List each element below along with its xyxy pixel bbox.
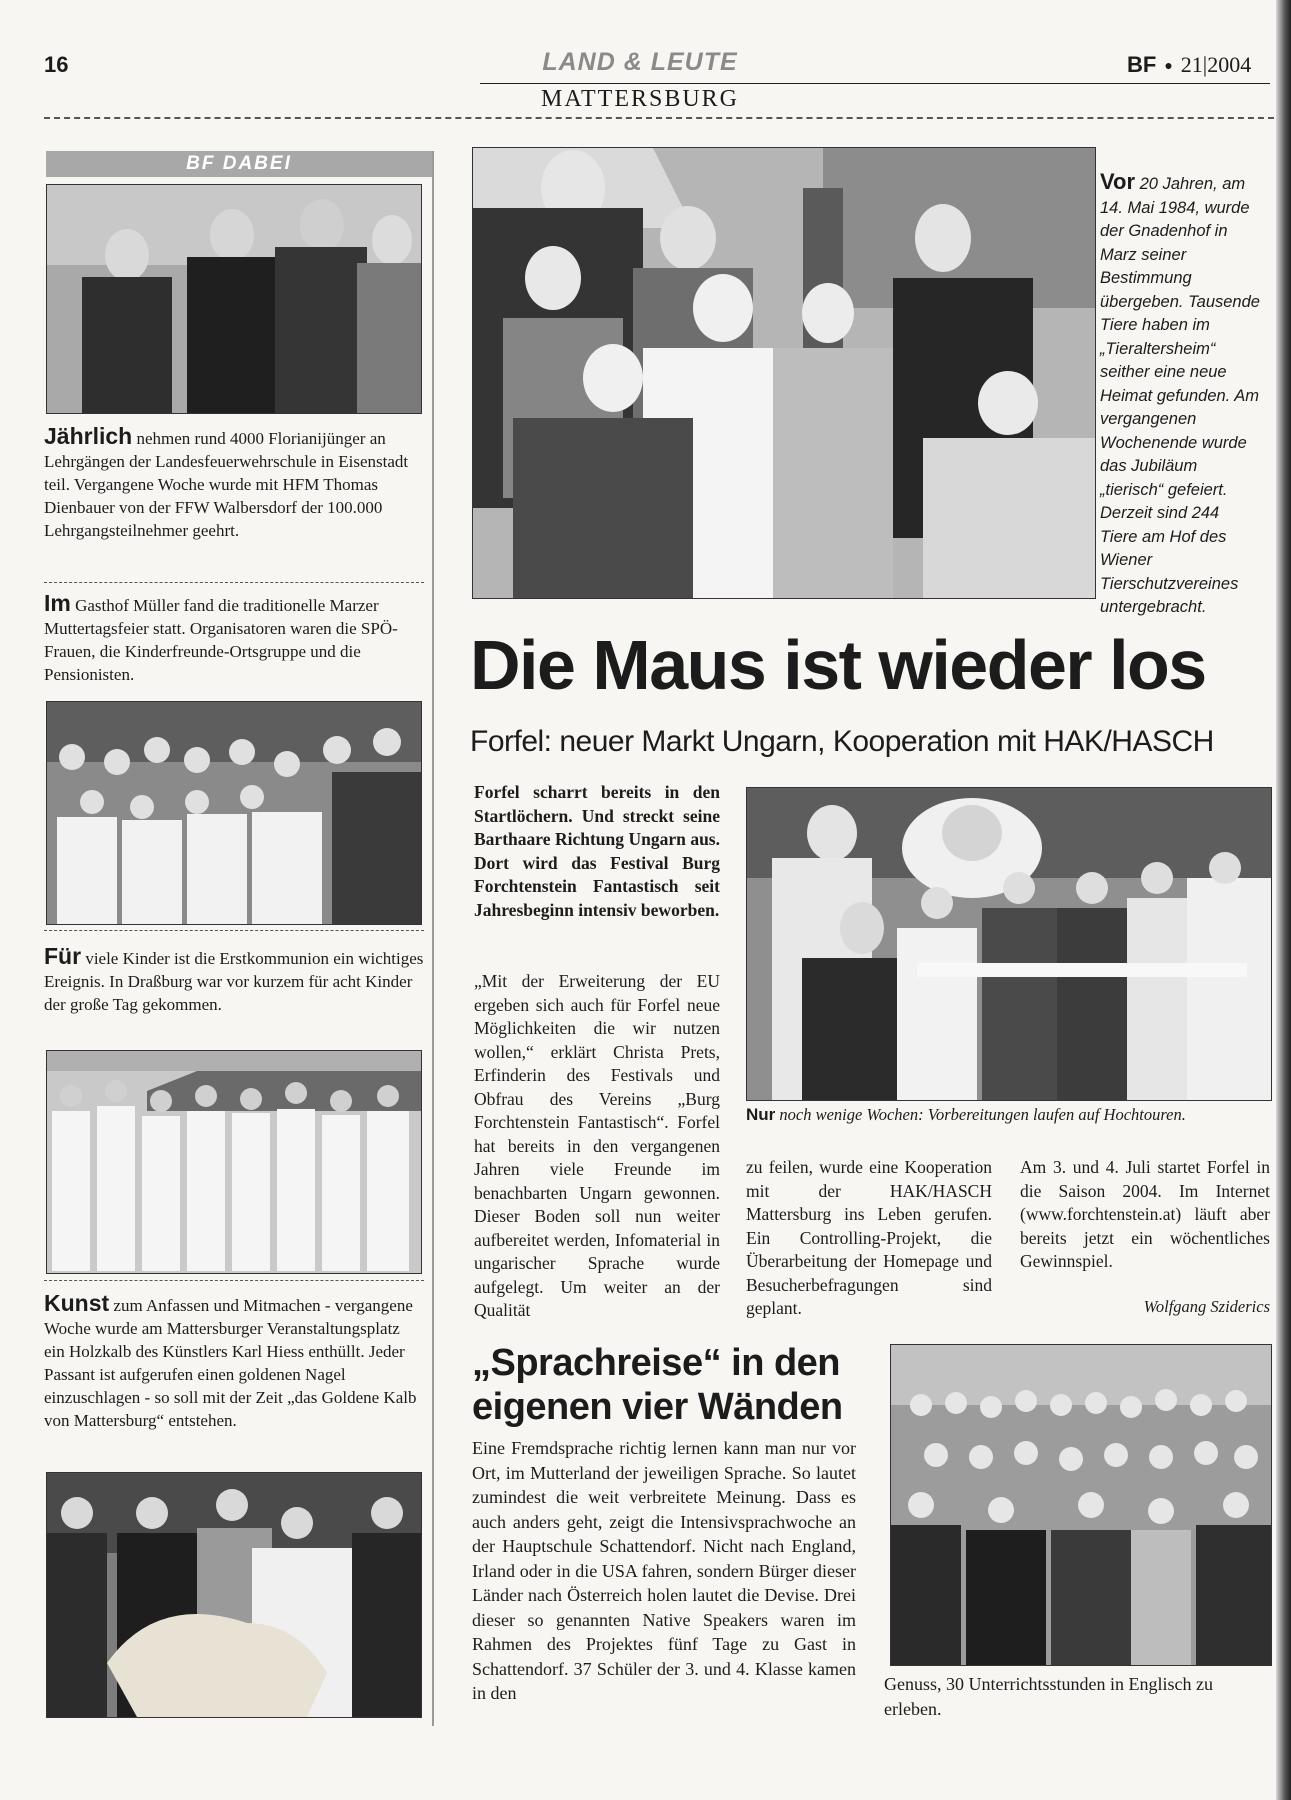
school-group-photo (890, 1344, 1272, 1666)
sidebar-item-2 (44, 592, 424, 686)
bullet-separator: ● (1164, 57, 1173, 73)
sidebar-item-4 (44, 1292, 424, 1432)
main-headline: Die Maus ist wieder los (470, 626, 1206, 704)
sidebar-item-3-text: viele Kinder ist die Erstkommunion ein wichtiges Ereignis. In Draßburg war vor kurzem für acht Kinder der große Tag gekommen. (44, 949, 424, 1014)
sidebar-item-1-text: nehmen rund 4000 Florianijünger an Lehrgängen der Landesfeuerwehrschule in Eisenstadt teil. Vergangene Woche wurde mit HFM Thomas Dienbauer von der FFW Walbersdorf der 100.000 Lehrgangsteilnehmer geehrt. (44, 429, 409, 540)
section-title: LAND & LEUTE (542, 48, 738, 76)
animal-shelter-photo (472, 147, 1096, 599)
second-body: Eine Fremdsprache richtig lernen kann man nur vor Ort, im Mutterland der jeweiligen Sprache. So lautet zumindest die weit verbreitete Meinung. Dass es auch anders geht, zeigt die Intensivsprachwoche an der Hauptschule Schattendorf. Nicht nach England, Irland oder in die USA fahren, sondern Bürger dieser Länder nach Österreich holen lautet die Devise. Drei dieser so genannten Native Speakers waren im Rahmen des Projektes fünf Tage zu Gast in Schattendorf. 37 Schüler der 3. und 4. Klasse kamen in den (472, 1438, 856, 1703)
page-fold-shadow (1276, 0, 1291, 1800)
brand-logo (1127, 52, 1251, 78)
header-rule (480, 83, 1270, 84)
forfel-caption-lead: Nur (746, 1105, 776, 1124)
main-column-3: Am 3. und 4. Juli startet Forfel in die Saison 2004. Im Internet (www.forchtenstein.at) läuft aber bereits jetzt ein wöchentliches Gewinnspiel. (1020, 1157, 1270, 1271)
second-headline: „Sprachreise“ in den eigenen vier Wänden (472, 1342, 843, 1428)
header-dash-divider (44, 117, 1274, 119)
sidebar-item-2-lead: Im (44, 590, 71, 616)
top-caption-text: 20 Jahren, am 14. Mai 1984, wurde der Gnadenhof in Marz seiner Bestimmung übergeben. Tausende Tiere haben im „Tieraltersheim“ seither eine neue Heimat gefunden. Am vergangenen Wochenende wurde das Jubiläum „tierisch“ gefeiert. Derzeit sind 244 Tiere am Hof des Wiener Tierschutzvereines untergebracht. (1100, 175, 1260, 616)
sidebar-dash-3 (44, 1280, 424, 1281)
wooden-calf-photo (46, 1472, 422, 1718)
sidebar-item-4-lead: Kunst (44, 1290, 110, 1316)
forfel-photo-caption (746, 1105, 1276, 1125)
sidebar-dash-2 (44, 930, 424, 931)
firefighters-photo (46, 184, 422, 414)
sidebar-item-4-text: zum Anfassen und Mitmachen - vergangene Woche wurde am Mattersburger Veranstaltungsplatz ein Holzkalb des Künstlers Karl Hiess enthüllt. Jeder Passant ist aufgerufen einen goldenen Nagel einzuschlagen - so soll mit der Zeit „das Goldene Kalb von Mattersburg“ entstehen. (44, 1296, 417, 1430)
sidebar-title: BF DABEI (186, 153, 292, 174)
sidebar-frame (432, 151, 434, 1726)
sidebar-item-3 (44, 945, 424, 1016)
top-photo-caption (1100, 170, 1260, 620)
page-number: 16 (44, 52, 69, 77)
sidebar-item-2-text: Gasthof Müller fand die traditionelle Marzer Muttertagsfeier statt. Organisatoren waren die SPÖ-Frauen, die Kinderfreunde-Ortsgruppe und die Pensionisten. (44, 596, 398, 684)
issue-number: 21|2004 (1180, 52, 1252, 77)
forfel-caption-text: noch wenige Wochen: Vorbereitungen laufen auf Hochtouren. (775, 1105, 1186, 1124)
sidebar-item-3-lead: Für (44, 943, 82, 969)
second-continuation: Genuss, 30 Unterrichtsstunden in Englisch zu erleben. (884, 1674, 1213, 1719)
main-subheadline: Forfel: neuer Markt Ungarn, Kooperation mit HAK/HASCH (470, 725, 1214, 758)
main-column-1: „Mit der Erweiterung der EU ergeben sich auch für Forfel neue Möglichkeiten die wir nutzen wollen,“ erklärt Christa Prets, Erfinderin des Festivals und Obfrau des Vereins „Burg Forchtenstein Fantastisch“. Forfel hat bereits in den vergangenen Jahren viele Freunde im benachbarten Ungarn gewonnen. Dieser Boden soll nun weiter aufbereitet werden, Infomaterial in ungarischer Sprache wurde aufgelegt. Um weiter an der Qualität (474, 971, 720, 1320)
main-author: Wolfgang Sziderics (1143, 1297, 1270, 1316)
mothers-day-photo (46, 701, 422, 925)
sidebar-item-1 (44, 425, 424, 542)
forfel-festival-photo (746, 787, 1272, 1101)
subsection-title: MATTERSBURG (540, 86, 740, 112)
main-column-2: zu feilen, wurde eine Kooperation mit der HAK/HASCH Mattersburg ins Leben gerufen. Ein Controlling-Projekt, die Überarbeitung der Homepage und Besucherbefragungen sind geplant. (746, 1157, 992, 1318)
sidebar-title-bar (46, 151, 432, 177)
communion-photo (46, 1050, 422, 1274)
sidebar-dash-1 (44, 582, 424, 583)
top-caption-lead: Vor (1100, 169, 1136, 194)
main-intro: Forfel scharrt bereits in den Startlöchern. Und streckt seine Barthaare Richtung Ungarn aus. Dort wird das Festival Burg Forchtenstein Fantastisch seit Jahresbeginn intensiv beworben. (474, 782, 720, 920)
sidebar-item-1-lead: Jährlich (44, 423, 133, 449)
brand-name: BF (1127, 52, 1157, 77)
